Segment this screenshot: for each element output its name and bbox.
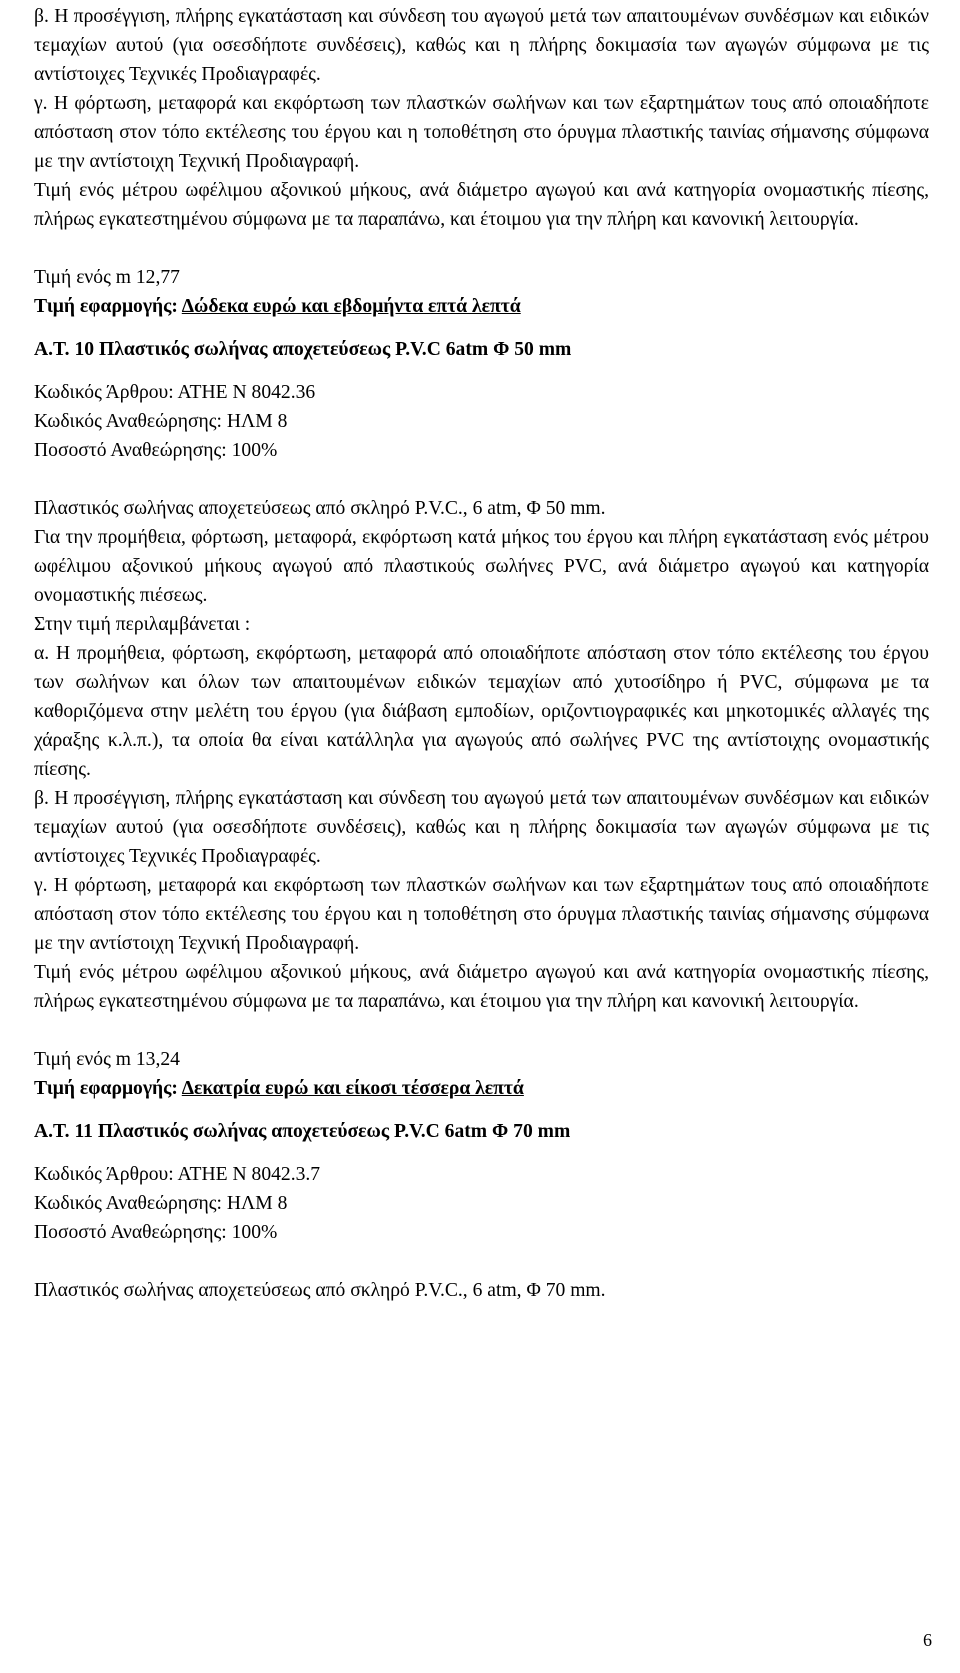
item-title: Πλαστικός σωλήνας αποχετεύσεως από σκληρό P.V.C., 6 atm, Φ 50 mm. (34, 498, 606, 519)
item-heading: Α.Τ. 11 Πλαστικός σωλήνας αποχετεύσεως P.V.C 6atm Φ 70 mm (34, 1121, 571, 1142)
price-in-words-text: Δεκατρία ευρώ και είκοσι τέσσερα λεπτά (181, 1078, 524, 1099)
revision-code: Κωδικός Αναθεώρησης: ΗΛΜ 8 (34, 411, 288, 432)
paragraph-unit-price-description: Τιμή ενός μέτρου ωφέλιμου αξονικού μήκους, ανά διάμετρο αγωγού και ανά κατηγορία ονομαστικής πίεσης, πλήρως εγκατεστημένου σύμφωνα με τα παραπάνω, και έτοιμου για την πλήρη και κανονική λειτουργία. (34, 180, 929, 230)
item-description: Για την προμήθεια, φόρτωση, μεταφορά, εκφόρτωση κατά μήκος του έργου και πλήρη εγκατάσταση ενός μέτρου ωφέλιμου αξονικού μήκους αγωγού από πλαστικούς σωλήνες PVC, ανά διάμετρο αγωγού και κατηγορία ονομαστικής πιέσεως. (34, 527, 929, 606)
revision-code: Κωδικός Αναθεώρησης: ΗΛΜ 8 (34, 1193, 288, 1214)
unit-price: Τιμή ενός m 12,77 (34, 267, 180, 288)
item-title: Πλαστικός σωλήνας αποχετεύσεως από σκληρό P.V.C., 6 atm, Φ 70 mm. (34, 1280, 606, 1301)
spacer (34, 1247, 929, 1276)
document-page (34, 0, 929, 1305)
spacer (34, 364, 929, 378)
price-in-words-label: Τιμή εφαρμογής: (34, 1078, 178, 1099)
spacer (34, 321, 929, 335)
spacer (34, 1016, 929, 1045)
page-number: 6 (923, 1630, 932, 1650)
paragraph-c-transport: γ. Η φόρτωση, μεταφορά και εκφόρτωση των πλαστκών σωλήνων και των εξαρτημάτων τους από οποιαδήποτε απόσταση στον τόπο εκτέλεσης του έργου και η τοποθέτηση στο όρυγμα πλαστικής ταινίας σήμανσης σύμφωνα με την αντίστοιχη Τεχνική Προδιαγραφή. (34, 93, 929, 172)
revision-percent: Ποσοστό Αναθεώρησης: 100% (34, 1222, 278, 1243)
spacer (34, 1146, 929, 1160)
revision-percent: Ποσοστό Αναθεώρησης: 100% (34, 440, 278, 461)
article-code: Κωδικός Άρθρου: ΑΤΗΕ Ν 8042.36 (34, 382, 316, 403)
price-in-words-text: Δώδεκα ευρώ και εβδομήντα επτά λεπτά (181, 296, 521, 317)
price-in-words-label: Τιμή εφαρμογής: (34, 296, 178, 317)
article-code: Κωδικός Άρθρου: ΑΤΗΕ Ν 8042.3.7 (34, 1164, 321, 1185)
includes-label: Στην τιμή περιλαμβάνεται : (34, 614, 251, 635)
paragraph-a-supply: α. Η προμήθεια, φόρτωση, εκφόρτωση, μεταφορά από οποιαδήποτε απόσταση στον τόπο εκτέλεσης του έργου των σωλήνων και όλων των απαιτουμένων ειδικών τεμαχίων από χυτοσίδηρο ή PVC, σύμφωνα με τα καθοριζόμενα στην μελέτη του έργου (για διάβαση εμποδίων, οριζοντιογραφικές και μηκοτομικές αλλαγές της χάραξης κ.λ.π.), τα οποία θα είναι κατάλληλα για αγωγούς από σωλήνες PVC της αντίστοιχης ονομαστικής πίεσης. (34, 643, 929, 780)
paragraph-b-installation: β. Η προσέγγιση, πλήρης εγκατάσταση και σύνδεση του αγωγού μετά των απαιτουμένων συνδέσμων και ειδικών τεμαχίων αυτού (για οσεσδήποτε συνδέσεις), καθώς και η πλήρης δοκιμασία των αγωγών σύμφωνα με τις αντίστοιχες Τεχνικές Προδιαγραφές. (34, 6, 929, 85)
paragraph-unit-price-description: Τιμή ενός μέτρου ωφέλιμου αξονικού μήκους, ανά διάμετρο αγωγού και ανά κατηγορία ονομαστικής πίεσης, πλήρως εγκατεστημένου σύμφωνα με τα παραπάνω, και έτοιμου για την πλήρη και κανονική λειτουργία. (34, 962, 929, 1012)
price-in-words (34, 1074, 929, 1103)
spacer (34, 234, 929, 263)
item-heading: Α.Τ. 10 Πλαστικός σωλήνας αποχετεύσεως P.V.C 6atm Φ 50 mm (34, 339, 572, 360)
paragraph-c-transport: γ. Η φόρτωση, μεταφορά και εκφόρτωση των πλαστκών σωλήνων και των εξαρτημάτων τους από οποιαδήποτε απόσταση στον τόπο εκτέλεσης του έργου και η τοποθέτηση στο όρυγμα πλαστικής ταινίας σήμανσης σύμφωνα με την αντίστοιχη Τεχνική Προδιαγραφή. (34, 875, 929, 954)
paragraph-b-installation: β. Η προσέγγιση, πλήρης εγκατάσταση και σύνδεση του αγωγού μετά των απαιτουμένων συνδέσμων και ειδικών τεμαχίων αυτού (για οσεσδήποτε συνδέσεις), καθώς και η πλήρης δοκιμασία των αγωγών σύμφωνα με τις αντίστοιχες Τεχνικές Προδιαγραφές. (34, 788, 929, 867)
spacer (34, 465, 929, 494)
price-in-words (34, 292, 929, 321)
unit-price: Τιμή ενός m 13,24 (34, 1049, 180, 1070)
spacer (34, 1103, 929, 1117)
